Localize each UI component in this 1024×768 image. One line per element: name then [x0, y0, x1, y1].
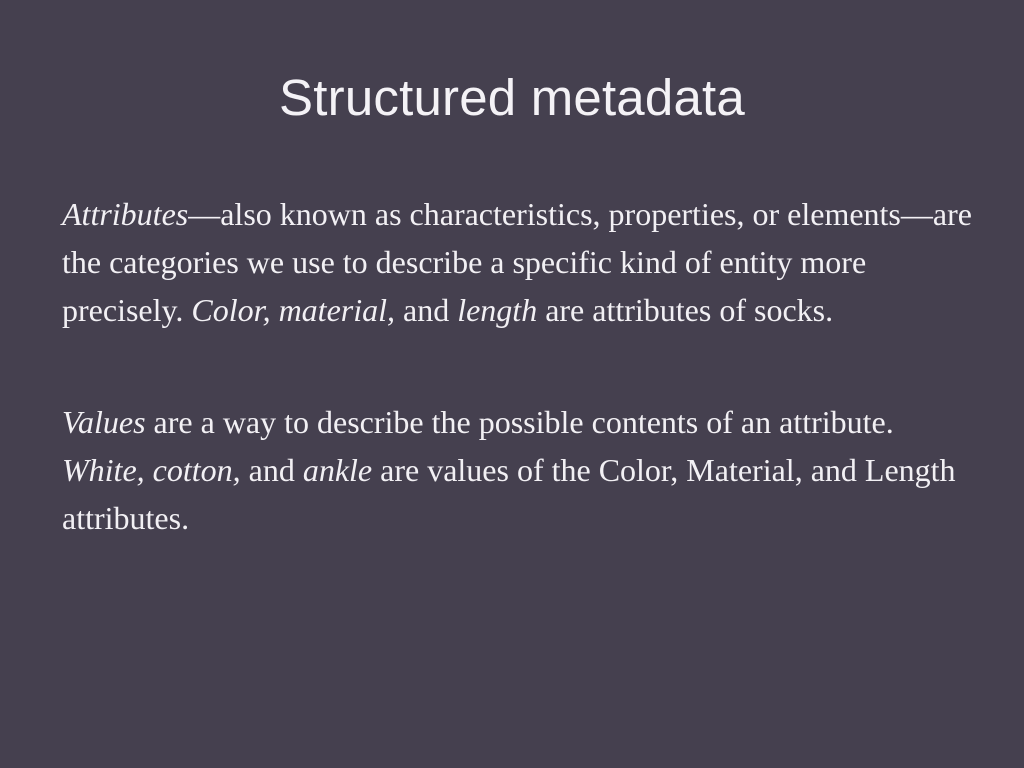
attributes-paragraph — [62, 190, 972, 334]
attributes-term: Attributes — [62, 196, 189, 232]
attributes-definition: —also known as characteristics, properties, or elements—are the categories we use to describe a specific kind of entity more precisely. — [62, 196, 972, 328]
values-definition: are a way to describe the possible contents of an attribute. — [145, 404, 894, 440]
values-paragraph — [62, 398, 972, 542]
values-ending: are values of the Color, Material, and Length attributes. — [62, 452, 956, 536]
values-conjunction: and — [240, 452, 303, 488]
values-examples-2: ankle — [302, 452, 373, 488]
values-examples-1: White, cotton, — [62, 452, 241, 488]
attributes-examples-2: length — [457, 292, 538, 328]
slide-body — [62, 190, 972, 542]
slide-title: Structured metadata — [279, 69, 745, 126]
attributes-examples-1: Color, material, — [191, 292, 395, 328]
values-term: Values — [62, 404, 146, 440]
attributes-ending: are attributes of socks. — [537, 292, 834, 328]
attributes-conjunction: and — [395, 292, 458, 328]
